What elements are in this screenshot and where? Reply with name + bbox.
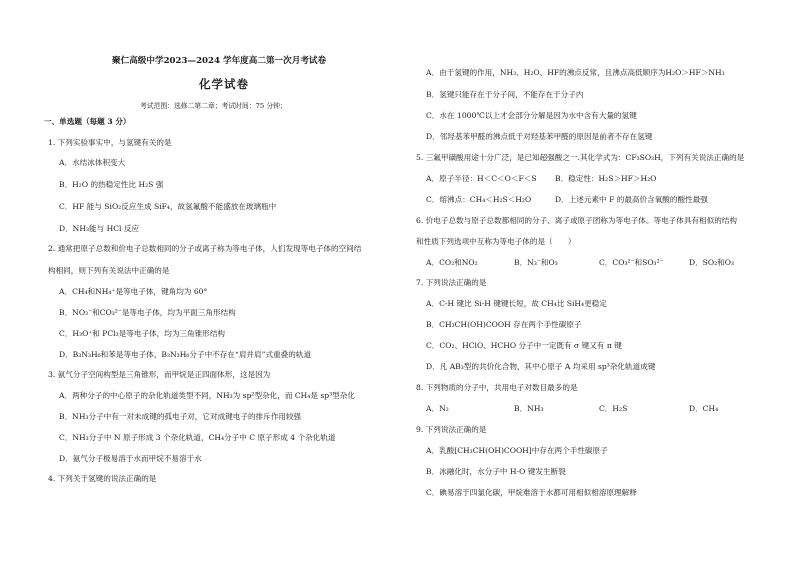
q6-option-a: A．CO₂和NO₂ [426,258,478,267]
q3-option-d: D．氨气分子极易溶于水而甲烷不易溶于水 [59,454,202,463]
q4-option-c: C．水在 1000℃以上才会部分分解是因为水中含有大量的氢键 [426,111,637,120]
q6-option-c: C．CO₃²⁻和SO₃²⁻ [599,258,664,267]
q6-stem-line1: 6. 价电子总数与原子总数都相同的分子、离子或原子团称为等电子体。等电子体具有相似的结构 [416,216,737,225]
q1-option-b: B．H₂O 的热稳定性比 H₂S 强 [59,180,164,189]
q1-option-d: D．NH₃能与 HCl 反应 [59,224,140,233]
q9-stem: 9. 下列说法正确的是 [416,425,487,434]
q8-option-d: D．CH₄ [689,404,719,413]
q3-option-c: C．NH₃分子中 N 原子形成 3 个杂化轨道，CH₄分子中 C 原子形成 4 个杂化轨道 [59,433,336,442]
q7-option-b: B．CH₃CH(OH)COOH 存在两个手性碳原子 [426,320,582,329]
q4-option-a: A．由于氢键的作用，NH₃、H₂O、HF的沸点反常，且沸点高低顺序为H₂O＞HF＞NH₃ [426,68,725,77]
q7-option-d: D．凡 AB₃型的共价化合物，其中心原子 A 均采用 sp³杂化轨道成键 [426,362,656,371]
q8-option-b: B．NH₃ [514,404,544,413]
q7-stem: 7. 下列说法正确的是 [416,278,487,287]
q2-stem-line1: 2. 通常把原子总数和价电子总数相同的分子或离子称为等电子体，人们发现等电子体的空间结 [48,244,362,253]
q2-option-a: A．CH₄和NH₄⁺是等电子体，键角均为 60° [59,287,208,296]
q3-stem: 3. 氨气分子空间构型是三角锥形，而甲烷是正四面体形，这是因为 [48,370,271,379]
q4-option-b: B．氢键只能存在于分子间，不能存在于分子内 [426,90,584,99]
q2-option-d: D．B₃N₃H₆和苯是等电子体，B₃N₃H₆分子中不存在“肩并肩”式重叠的轨道 [59,350,312,359]
q8-stem: 8. 下列物质的分子中，共用电子对数目最多的是 [416,383,578,392]
q6-stem-line2: 和性质下列选项中互称为等电子体的是（ ） [416,237,576,246]
q1-option-a: A．水结冰体积变大 [59,158,126,167]
q5-option-a: A．原子半径：H＜C＜O＜F＜S [426,174,537,183]
q3-option-b: B．NH₃分子中有一对未成键的孤电子对，它对成键电子的排斥作用较强 [59,412,302,421]
section-heading: 一、单选题（每题 3 分） [44,117,131,126]
q4-stem: 4. 下列关于氢键的说法正确的是 [48,474,157,483]
q3-option-a: A．两种分子的中心原子的杂化轨道类型不同，NH₃为 sp²型杂化，而 CH₄是 sp³型杂化 [59,391,355,400]
q8-option-a: A．N₂ [426,404,449,413]
q5-option-c: C．熔沸点：CH₄＜H₂S＜H₂O [426,195,532,204]
exam-meta: 考试范围：选修二第二章；考试时间：75 分钟； [140,102,287,110]
q5-option-d: D．上述元素中 F 的最高价含氧酸的酸性最强 [555,195,708,204]
q2-option-b: B．NO₃⁻和CO₃²⁻是等电子体，均为平面三角形结构 [59,308,236,317]
subject-title: 化学试卷 [199,77,249,91]
q6-option-d: D．SO₂和O₃ [689,258,735,267]
q6-option-b: B．N₃⁻和O₃ [514,258,558,267]
q5-option-b: B．稳定性：H₂S＞HF＞H₂O [555,174,657,183]
q5-stem: 5. 三氟甲磺酸用途十分广泛，是已知超强酸之一.其化学式为：CF₃SO₃H，下列有关说法正确的是 [416,153,745,162]
q2-option-c: C．H₃O⁺和 PCl₃是等电子体，均为三角锥形结构 [59,329,226,338]
school-title: 聚仁高级中学2023—2024 学年度高二第一次月考试卷 [112,56,327,66]
q9-option-a: A．乳酸[CH₃CH(OH)COOH]中存在两个手性碳原子 [426,446,608,455]
q8-option-c: C．H₂S [599,404,628,413]
q2-stem-line2: 构相同，则下列有关说法中正确的是 [48,266,170,275]
q4-option-d: D．邻羟基苯甲醛的沸点低于对羟基苯甲醛的原因是前者不存在氢键 [426,132,653,141]
q9-option-b: B．冰融化时，水分子中 H-O 键发生断裂 [426,467,566,476]
q7-option-c: C．CO₂、HClO、HCHO 分子中一定既有 σ 键又有 π 键 [426,341,622,350]
q7-option-a: A．C-H 键比 Si-H 键键长短，故 CH₄比 SiH₄更稳定 [426,299,607,308]
q1-stem: 1. 下列实验事实中，与氢键有关的是 [48,138,172,147]
q9-option-c: C．碘易溶于四氯化碳，甲烷难溶于水都可用相似相溶原理解释 [426,488,637,497]
q1-option-c: C．HF 能与 SiO₂反应生成 SiF₄，故氢氟酸不能盛放在玻璃瓶中 [59,202,277,211]
